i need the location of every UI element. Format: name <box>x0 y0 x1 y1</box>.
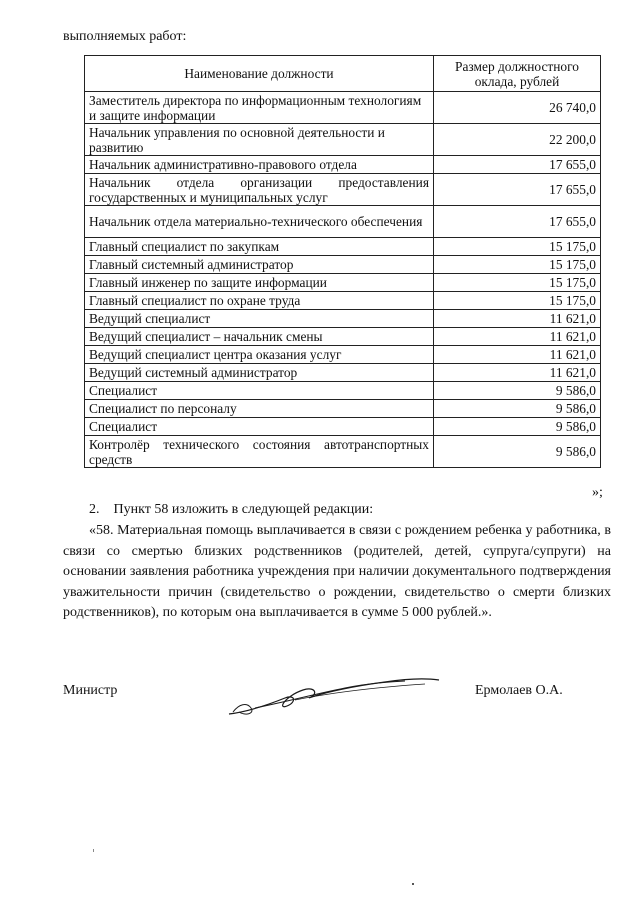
handwritten-signature <box>225 668 445 723</box>
salary-cell: 9 586,0 <box>434 436 601 468</box>
salary-cell: 11 621,0 <box>434 328 601 346</box>
salary-cell: 17 655,0 <box>434 206 601 238</box>
table-row <box>85 124 601 156</box>
table-row <box>85 382 601 400</box>
salary-cell: 15 175,0 <box>434 274 601 292</box>
salary-cell: 9 586,0 <box>434 400 601 418</box>
table-row <box>85 364 601 382</box>
position-cell: Заместитель директора по информационным технологиям и защите информации <box>85 92 434 124</box>
position-cell: Специалист <box>85 382 434 400</box>
position-cell: Ведущий специалист – начальник смены <box>85 328 434 346</box>
table-row <box>85 274 601 292</box>
table-row <box>85 328 601 346</box>
position-cell: Специалист <box>85 418 434 436</box>
header-position: Наименование должности <box>85 56 434 92</box>
salary-cell: 15 175,0 <box>434 256 601 274</box>
position-cell: Ведущий специалист центра оказания услуг <box>85 346 434 364</box>
closing-quote: »; <box>592 485 603 500</box>
table-row <box>85 346 601 364</box>
position-cell: Главный специалист по охране труда <box>85 292 434 310</box>
table-row <box>85 92 601 124</box>
point-2-text: 2. Пункт 58 изложить в следующей редакции: <box>89 502 374 517</box>
salary-table <box>84 55 601 468</box>
salary-cell: 11 621,0 <box>434 364 601 382</box>
salary-cell: 11 621,0 <box>434 346 601 364</box>
table-row <box>85 400 601 418</box>
salary-cell: 26 740,0 <box>434 92 601 124</box>
salary-cell: 22 200,0 <box>434 124 601 156</box>
position-cell: Специалист по персоналу <box>85 400 434 418</box>
table-row <box>85 436 601 468</box>
table-row <box>85 256 601 274</box>
salary-cell: 9 586,0 <box>434 418 601 436</box>
position-cell: Главный инженер по защите информации <box>85 274 434 292</box>
position-cell: Главный специалист по закупкам <box>85 238 434 256</box>
table-header-row <box>85 56 601 92</box>
salary-cell: 17 655,0 <box>434 156 601 174</box>
table-row <box>85 174 601 206</box>
salary-cell: 17 655,0 <box>434 174 601 206</box>
salary-cell: 15 175,0 <box>434 292 601 310</box>
position-cell: Начальник отдела организации предоставления государственных и муниципальных услуг <box>85 174 434 206</box>
scan-artifact <box>412 883 414 885</box>
intro-text: выполняемых работ: <box>63 29 187 44</box>
position-cell: Главный системный администратор <box>85 256 434 274</box>
salary-cell: 15 175,0 <box>434 238 601 256</box>
salary-cell: 9 586,0 <box>434 382 601 400</box>
position-cell: Начальник отдела материально-технического обеспечения <box>85 206 434 238</box>
header-salary: Размер должностного оклада, рублей <box>434 56 601 92</box>
table-row <box>85 292 601 310</box>
signatory-name: Ермолаев О.А. <box>475 683 563 698</box>
position-cell: Ведущий системный администратор <box>85 364 434 382</box>
position-cell: Начальник управления по основной деятельности и развитию <box>85 124 434 156</box>
table-row <box>85 238 601 256</box>
position-cell: Начальник административно-правового отдела <box>85 156 434 174</box>
table-row <box>85 310 601 328</box>
position-cell: Контролёр технического состояния автотранспортных средств <box>85 436 434 468</box>
table-row <box>85 418 601 436</box>
table-row <box>85 206 601 238</box>
table-row <box>85 156 601 174</box>
signatory-title: Министр <box>63 683 118 698</box>
position-cell: Ведущий специалист <box>85 310 434 328</box>
point-58-text: «58. Материальная помощь выплачивается в связи с рождением ребенка у работника, в связи со смертью близких родственников (родителей, детей, супруга/супруги) на основании заявления работника учреждения при наличии документального подтверждения уважительности причин (свидетельство о рождении, свидетельство о смерти близких родственников), по которым она выплачивается в сумме 5 000 рублей.». <box>63 523 611 620</box>
salary-cell: 11 621,0 <box>434 310 601 328</box>
scan-artifact <box>93 849 94 852</box>
